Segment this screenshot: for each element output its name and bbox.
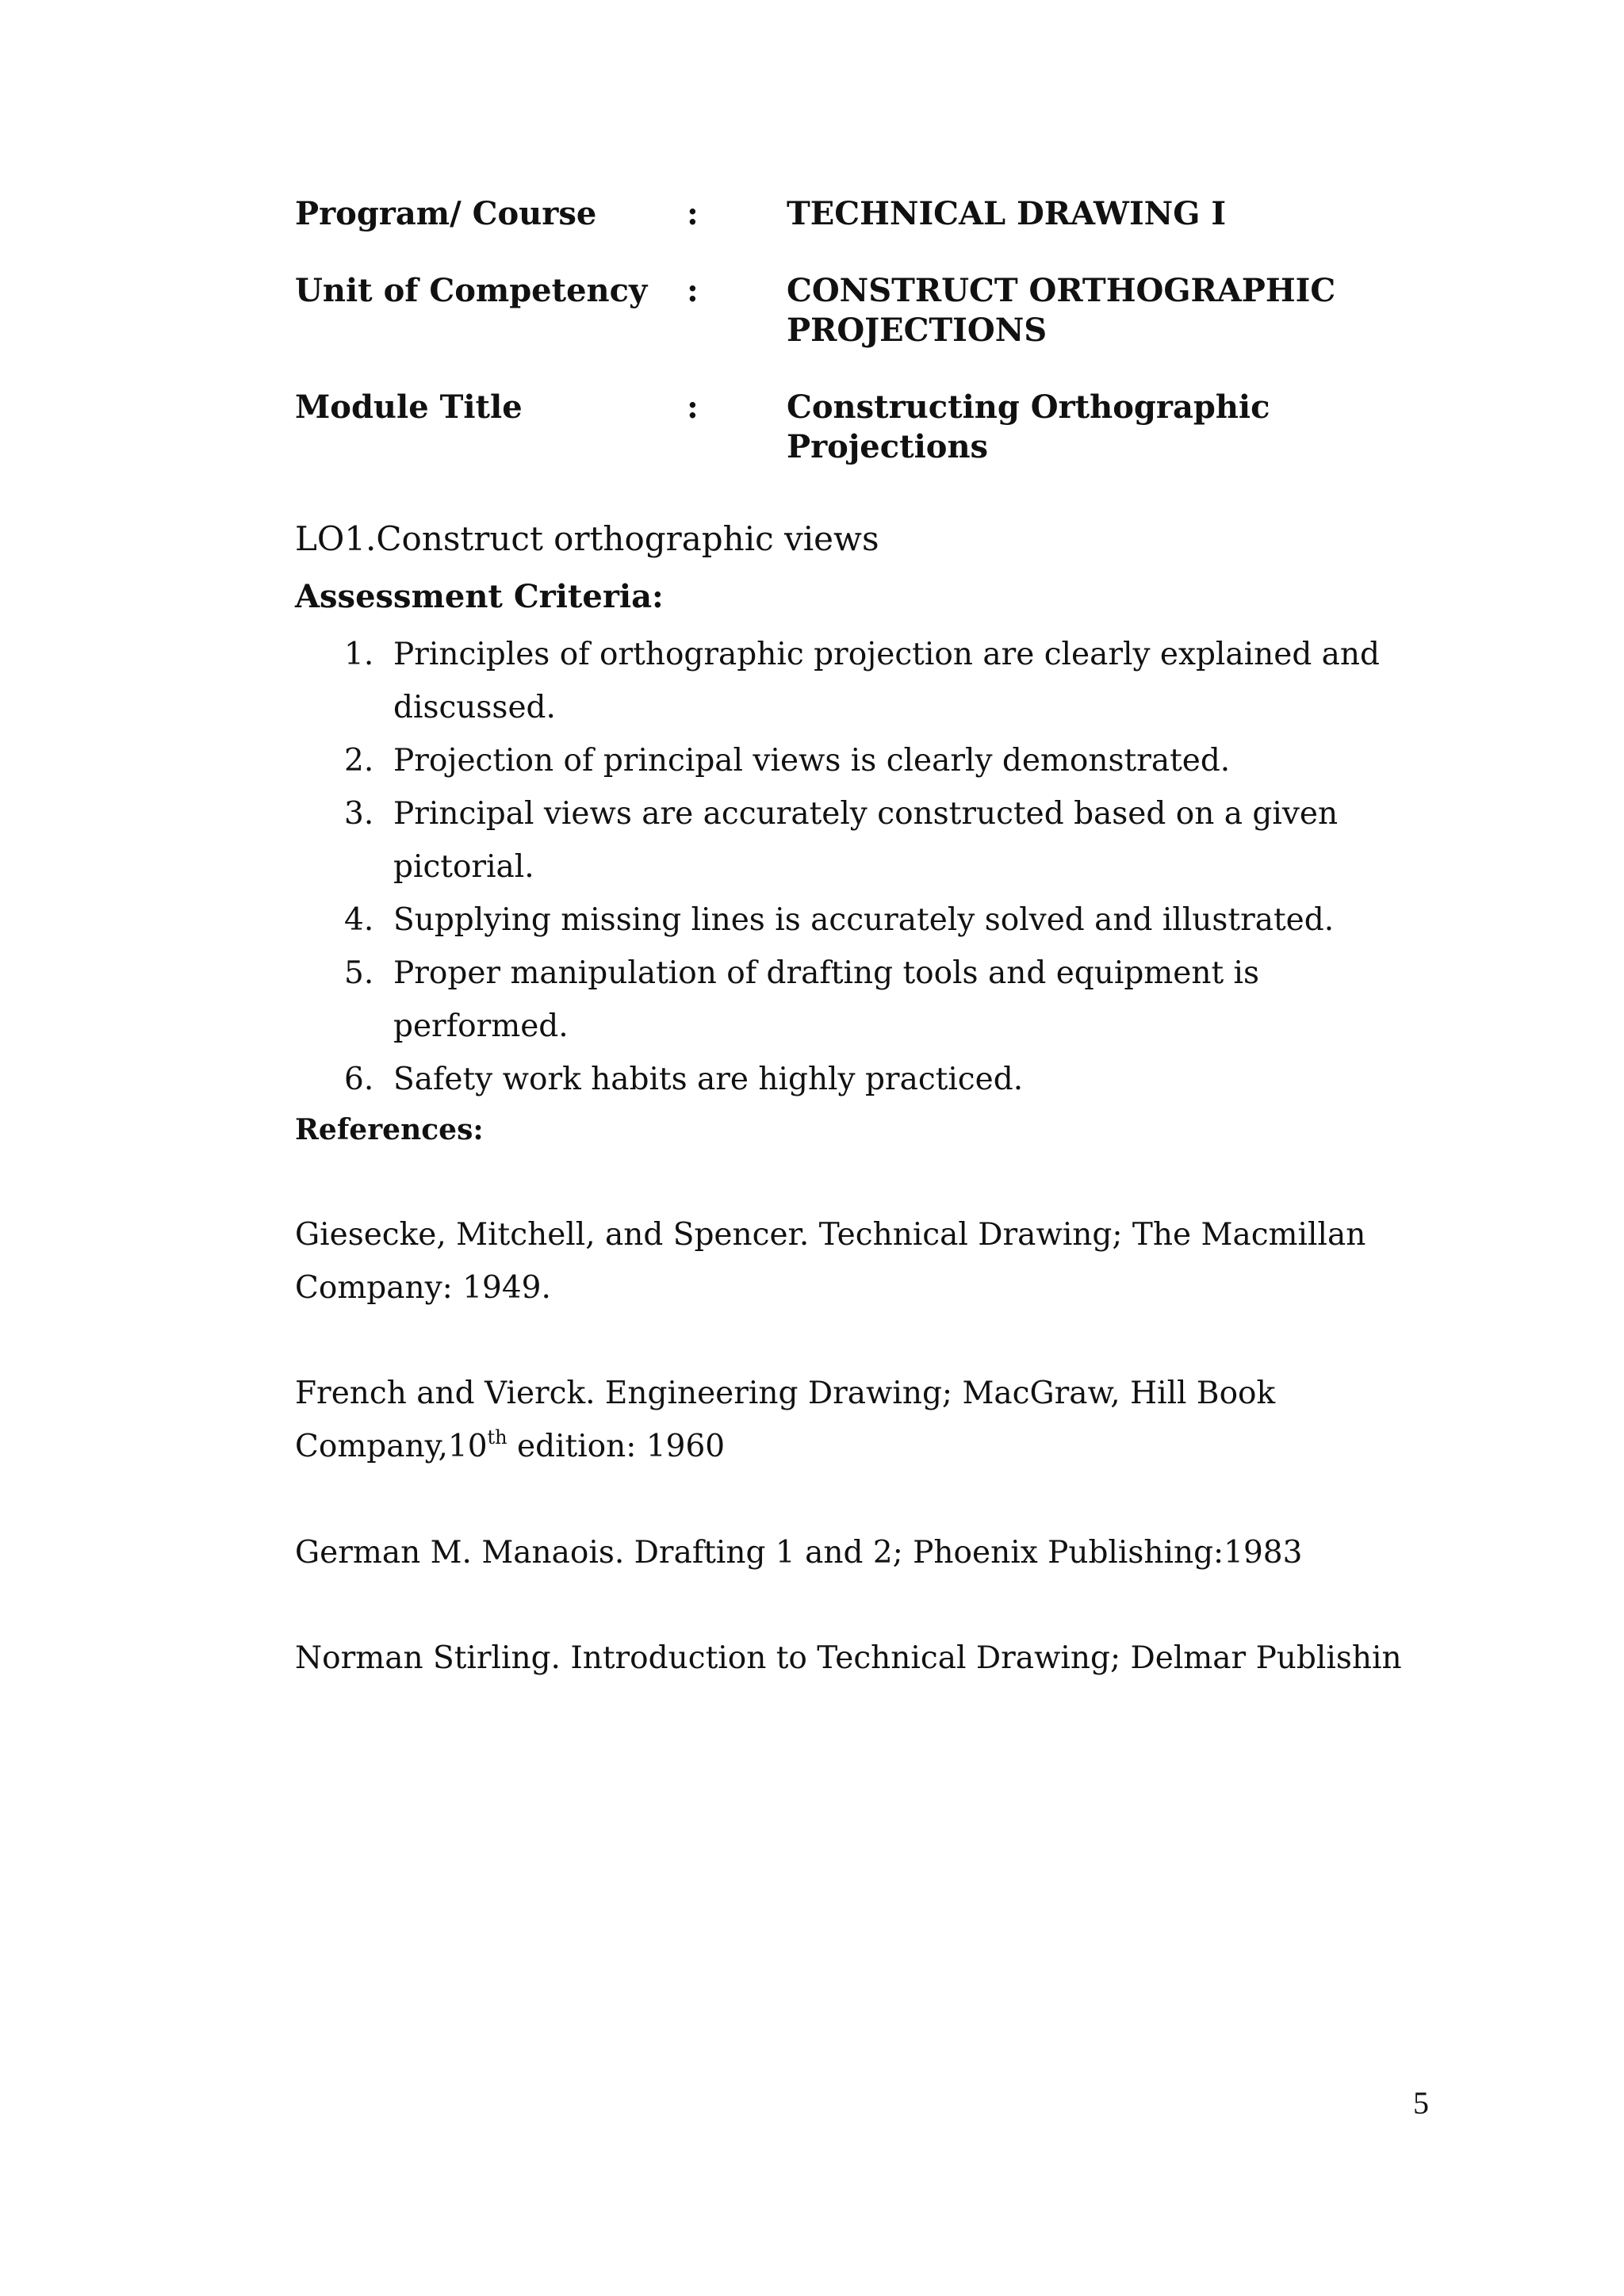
reference-item: Giesecke, Mitchell, and Spencer. Technical Drawing; The Macmillan Company: 1949. [295,1217,1366,1306]
program-course-value: TECHNICAL DRAWING I [787,195,1227,232]
list-item-number: 1. [344,637,374,672]
list-item-number: 3. [344,796,374,832]
module-title-label: Module Title [295,388,523,426]
list-item [295,787,1437,894]
references-heading: References: [295,1113,484,1146]
reference-item: Norman Stirling. Introduction to Technical Drawing; Delmar Publishin [295,1640,1402,1676]
reference-superscript: th [487,1426,508,1448]
list-item-number: 4. [344,902,374,938]
program-course-colon: : [687,195,699,232]
assessment-criteria-list [295,628,1437,1106]
reference-item [295,1367,1445,1473]
module-title-colon: : [687,388,699,426]
list-item [295,628,1437,734]
list-item-text: Projection of principal views is clearly demonstrated. [393,743,1231,779]
program-course-label: Program/ Course [295,195,597,232]
list-item [295,894,1437,947]
list-item-number: 5. [344,955,374,991]
list-item-number: 6. [344,1062,374,1097]
unit-of-competency-colon: : [687,272,699,309]
assessment-criteria-heading: Assessment Criteria: [295,578,664,615]
unit-of-competency-value: CONSTRUCT ORTHOGRAPHIC PROJECTIONS [787,272,1336,349]
list-item-text: Principal views are accurately constructed based on a given pictorial. [393,796,1339,885]
list-item-number: 2. [344,743,374,779]
list-item [295,734,1437,787]
reference-text: edition: 1960 [507,1429,726,1464]
list-item-text: Supplying missing lines is accurately solved and illustrated. [393,902,1335,938]
page-number: 5 [1413,2085,1429,2121]
list-item-text: Principles of orthographic projection are clearly explained and discussed. [393,637,1381,725]
unit-of-competency-label: Unit of Competency [295,272,648,309]
list-item-text: Safety work habits are highly practiced. [393,1062,1024,1097]
reference-text: French and Vierck. Engineering Drawing; MacGraw, Hill Book Company,10 [295,1376,1276,1464]
list-item [295,1053,1437,1106]
module-info-table [295,194,1445,467]
unit-of-competency-row [295,271,1445,350]
module-title-value: Constructing Orthographic Projections [787,388,1270,465]
reference-item: German M. Manaois. Drafting 1 and 2; Phoenix Publishing:1983 [295,1535,1303,1571]
list-item [295,947,1437,1053]
learning-outcome: LO1.Construct orthographic views [295,519,879,558]
program-course-row [295,194,1445,234]
list-item-text: Proper manipulation of drafting tools and equipment is performed. [393,955,1260,1044]
module-title-row [295,388,1445,467]
